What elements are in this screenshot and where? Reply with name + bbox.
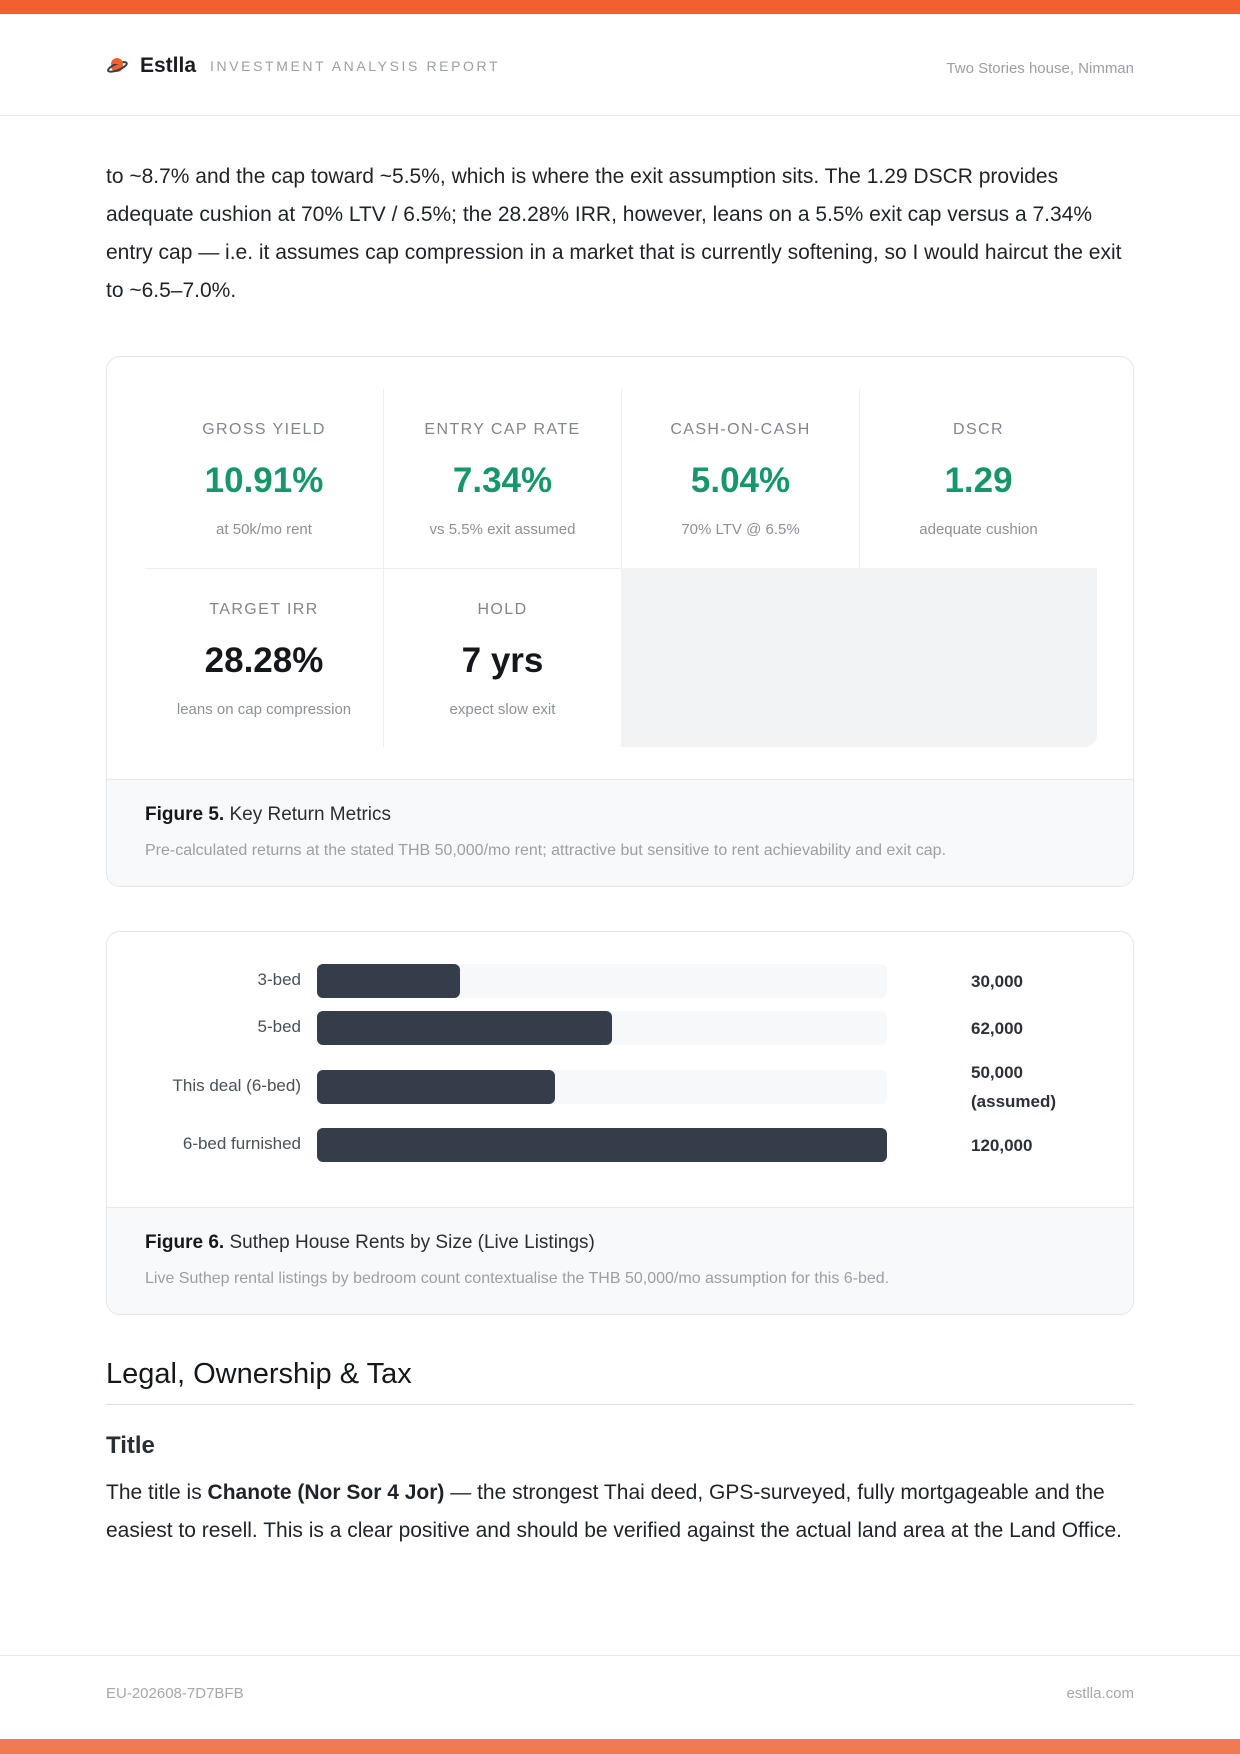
metric-note: 70% LTV @ 6.5% (681, 521, 800, 538)
planet-icon (106, 55, 128, 77)
metric-hold (383, 568, 621, 747)
bar (317, 1128, 887, 1162)
caption-text: Suthep House Rents by Size (Live Listings) (229, 1232, 595, 1253)
top-accent-bar (0, 0, 1240, 14)
brand-name: Estlla (140, 54, 197, 77)
empty-grid-cell (621, 568, 1097, 747)
para-text: — the strongest Thai deed, GPS-surveyed, fully mortgageable and the easiest to resell. This is a clear positive and should be verified against the actual land area at the Land Office. (106, 1481, 1122, 1542)
report-subtitle: INVESTMENT ANALYSIS REPORT (210, 58, 501, 74)
figure-6-card (106, 931, 1134, 1315)
deed-type: Chanote (Nor Sor 4 Jor) (207, 1481, 445, 1504)
caption-description: Pre-calculated returns at the stated THB 50,000/mo rent; attractive but sensitive to rent achievability and exit cap. (145, 842, 947, 859)
bar-label: This deal (6-bed) (172, 1076, 301, 1095)
site-link: estlla.com (1066, 1685, 1134, 1702)
metric-value: 10.91% (204, 461, 324, 500)
brand (106, 54, 500, 78)
caption-description: Live Suthep rental listings by bedroom count contextualise the THB 50,000/mo assumption for this 6-bed. (145, 1270, 890, 1287)
bar (317, 964, 460, 998)
bar-value-label: 120,000 (971, 1136, 1033, 1155)
bar (317, 1011, 612, 1045)
figure-caption (107, 779, 1133, 887)
bar-value-label: 62,000 (971, 1019, 1023, 1038)
caption-text: Key Return Metrics (229, 804, 392, 825)
metric-entry-cap-rate (383, 389, 621, 568)
metric-value: 7.34% (452, 461, 553, 500)
bar-track (317, 1128, 887, 1162)
bar-track (317, 1011, 887, 1045)
bottom-accent-bar (0, 1739, 1240, 1754)
figure-5-card (106, 356, 1134, 887)
metric-value: 28.28% (204, 641, 324, 680)
metrics-grid (145, 389, 1097, 747)
bar (317, 1070, 555, 1104)
property-name: Two Stories house, Nimman (946, 60, 1134, 77)
bar-value-label: 50,000 (assumed) (971, 1063, 1057, 1111)
caption-number: Figure 5. (145, 804, 225, 825)
metric-value: 5.04% (690, 461, 791, 500)
metric-target-irr (145, 568, 383, 747)
bar-track (317, 964, 887, 998)
metric-gross-yield (145, 389, 383, 568)
subsection-heading: Title (106, 1432, 155, 1459)
bar-label: 6-bed furnished (182, 1134, 301, 1153)
metric-note: expect slow exit (449, 701, 556, 718)
report-id: EU-202608-7D7BFB (106, 1685, 244, 1702)
section-divider (106, 1404, 1134, 1405)
section-heading: Legal, Ownership & Tax (106, 1358, 412, 1390)
metric-dscr (859, 389, 1097, 568)
metric-label: HOLD (477, 601, 528, 618)
metric-cash-on-cash (621, 389, 859, 568)
figure-caption (107, 1207, 1133, 1315)
intro-paragraph: to ~8.7% and the cap toward ~5.5%, which is where the exit assumption sits. The 1.29 DSCR provides adequate cushion at 70% LTV / 6.5%; the 28.28% IRR, however, leans on a 5.5% exit cap versus a 7.34% entry cap — i.e. it assumes cap compression in a market that is currently softening, so I would haircut the exit to ~6.5–7.0%. (106, 165, 1122, 302)
para-text: The title is (106, 1481, 208, 1504)
caption-title (145, 804, 391, 826)
metric-value: 7 yrs (461, 641, 544, 680)
metric-label: ENTRY CAP RATE (424, 421, 581, 438)
bar-value-label: 30,000 (971, 972, 1023, 991)
page-footer (0, 1655, 1240, 1739)
caption-title (145, 1232, 595, 1254)
bar-label: 3-bed (257, 970, 301, 989)
metric-note: leans on cap compression (176, 701, 352, 718)
metric-label: DSCR (953, 421, 1004, 438)
caption-number: Figure 6. (145, 1232, 225, 1253)
page-header (0, 14, 1240, 116)
metric-note: adequate cushion (919, 521, 1038, 538)
metric-note: vs 5.5% exit assumed (429, 521, 576, 538)
metric-value: 1.29 (944, 461, 1013, 500)
metric-note: at 50k/mo rent (216, 521, 312, 538)
metric-label: TARGET IRR (209, 601, 319, 618)
title-paragraph (106, 1474, 1134, 1550)
metric-label: CASH-ON-CASH (670, 421, 811, 438)
metric-label: GROSS YIELD (202, 421, 326, 438)
bar-label: 5-bed (257, 1017, 301, 1036)
bar-track (317, 1070, 887, 1104)
